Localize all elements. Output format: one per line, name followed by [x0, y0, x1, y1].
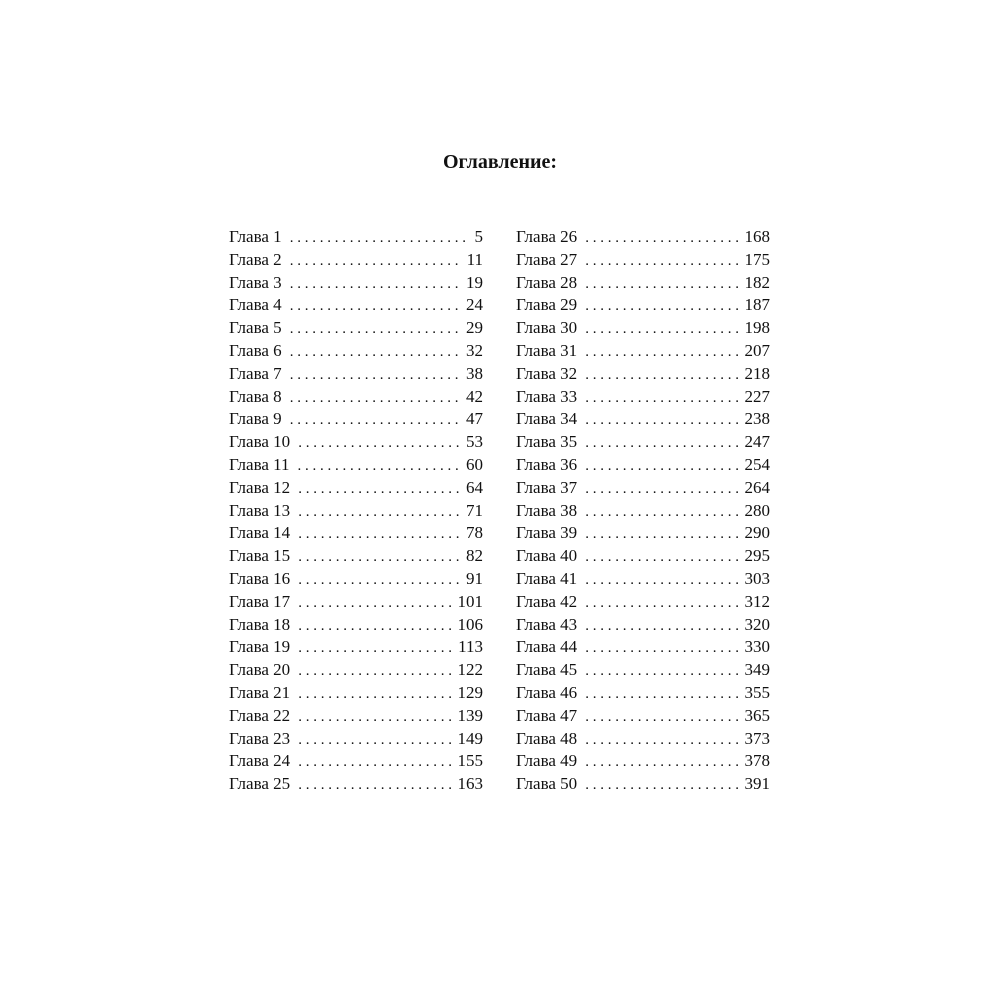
chapter-label: Глава 10: [229, 432, 291, 452]
toc-entry[interactable]: [229, 317, 483, 340]
chapter-label: Глава 26: [516, 227, 578, 246]
toc-entry[interactable]: [229, 591, 483, 614]
dot-leader: [290, 387, 460, 410]
toc-entry[interactable]: [229, 272, 483, 295]
page-number: 71: [466, 500, 483, 520]
dot-leader: [298, 501, 460, 524]
toc-entry[interactable]: [229, 249, 483, 272]
chapter-label: Глава 22: [229, 705, 291, 725]
dot-leader: [290, 250, 461, 273]
toc-entry[interactable]: [516, 728, 770, 751]
dot-leader: [298, 683, 451, 706]
page-number: 5: [474, 227, 483, 246]
dot-leader: [298, 637, 452, 660]
page-number: 264: [744, 477, 770, 497]
page-number: 19: [466, 272, 483, 292]
chapter-label: Глава 40: [516, 546, 578, 566]
chapter-label: Глава 29: [516, 295, 578, 315]
chapter-label: Глава 49: [516, 751, 578, 771]
page-number: 295: [744, 546, 770, 566]
page-number: 47: [466, 409, 483, 429]
chapter-label: Глава 44: [516, 637, 578, 657]
chapter-label: Глава 3: [229, 272, 282, 292]
page-number: 38: [466, 363, 483, 383]
dot-leader: [290, 227, 469, 250]
toc-entry[interactable]: [516, 431, 770, 454]
dot-leader: [585, 409, 738, 432]
page-number: 11: [466, 249, 483, 269]
chapter-label: Глава 46: [516, 682, 578, 702]
dot-leader: [290, 341, 460, 364]
toc-entry[interactable]: [229, 705, 483, 728]
page-number: 280: [744, 500, 770, 520]
page-number: 391: [744, 774, 770, 794]
dot-leader: [290, 295, 460, 318]
toc-entry[interactable]: [229, 728, 483, 751]
dot-leader: [298, 455, 460, 478]
chapter-label: Глава 14: [229, 523, 291, 543]
dot-leader: [585, 227, 738, 250]
chapter-label: Глава 8: [229, 386, 282, 406]
page-number: 187: [744, 295, 770, 315]
page-title: Оглавление:: [442, 151, 558, 173]
page-number: 91: [466, 568, 483, 588]
toc-entry[interactable]: [229, 386, 483, 409]
page-number: 168: [744, 227, 770, 246]
chapter-label: Глава 50: [516, 774, 578, 794]
chapter-label: Глава 19: [229, 637, 291, 657]
dot-leader: [298, 523, 460, 546]
dot-leader: [290, 364, 460, 387]
chapter-label: Глава 28: [516, 272, 578, 292]
chapter-label: Глава 48: [516, 728, 578, 748]
chapter-label: Глава 12: [229, 477, 291, 497]
page-number: 42: [466, 386, 483, 406]
dot-leader: [290, 409, 460, 432]
toc-entry[interactable]: [229, 408, 483, 431]
page-number: 24: [466, 295, 483, 315]
dot-leader: [585, 250, 738, 273]
dot-leader: [298, 729, 451, 752]
page-number: 247: [744, 432, 770, 452]
toc-entry[interactable]: [516, 477, 770, 500]
chapter-label: Глава 30: [516, 318, 578, 338]
dot-leader: [585, 432, 738, 455]
dot-leader: [585, 546, 738, 569]
dot-leader: [298, 478, 460, 501]
chapter-label: Глава 20: [229, 660, 291, 680]
dot-leader: [585, 341, 738, 364]
page-number: 101: [457, 591, 483, 611]
dot-leader: [298, 706, 451, 729]
toc-entry[interactable]: [229, 568, 483, 591]
chapter-label: Глава 34: [516, 409, 578, 429]
dot-leader: [585, 364, 738, 387]
chapter-label: Глава 5: [229, 318, 282, 338]
chapter-label: Глава 11: [229, 454, 290, 474]
chapter-label: Глава 31: [516, 340, 578, 360]
dot-leader: [298, 569, 460, 592]
chapter-label: Глава 16: [229, 568, 291, 588]
chapter-label: Глава 25: [229, 774, 291, 794]
dot-leader: [585, 501, 738, 524]
chapter-label: Глава 15: [229, 546, 291, 566]
dot-leader: [585, 387, 738, 410]
toc-entry[interactable]: [516, 294, 770, 317]
page-number: 122: [457, 660, 483, 680]
chapter-label: Глава 23: [229, 728, 291, 748]
chapter-label: Глава 17: [229, 591, 291, 611]
chapter-label: Глава 42: [516, 591, 578, 611]
chapter-label: Глава 9: [229, 409, 282, 429]
toc-entry[interactable]: [516, 682, 770, 705]
chapter-label: Глава 39: [516, 523, 578, 543]
page-number: 198: [744, 318, 770, 338]
page-number: 106: [457, 614, 483, 634]
chapter-label: Глава 6: [229, 340, 282, 360]
toc-entry[interactable]: [229, 431, 483, 454]
chapter-label: Глава 21: [229, 682, 291, 702]
dot-leader: [298, 546, 460, 569]
chapter-label: Глава 38: [516, 500, 578, 520]
toc-column-left: [229, 226, 483, 796]
dot-leader: [290, 273, 460, 296]
page-number: 113: [458, 637, 483, 657]
page-number: 175: [744, 249, 770, 269]
chapter-label: Глава 18: [229, 614, 291, 634]
page-number: 365: [744, 705, 770, 725]
page-number: 355: [744, 682, 770, 702]
toc-entry[interactable]: [229, 500, 483, 523]
page-number: 155: [457, 751, 483, 771]
chapter-label: Глава 2: [229, 249, 282, 269]
page-number: 290: [744, 523, 770, 543]
toc-entry[interactable]: [229, 750, 483, 773]
dot-leader: [585, 455, 738, 478]
page-number: 207: [744, 340, 770, 360]
dot-leader: [298, 432, 460, 455]
toc-entry[interactable]: [516, 249, 770, 272]
dot-leader: [585, 706, 738, 729]
toc-entry[interactable]: [516, 317, 770, 340]
dot-leader: [585, 729, 738, 752]
toc-entry[interactable]: [516, 591, 770, 614]
chapter-label: Глава 47: [516, 705, 578, 725]
chapter-label: Глава 35: [516, 432, 578, 452]
toc-entry[interactable]: [516, 705, 770, 728]
toc-entry[interactable]: [516, 568, 770, 591]
toc-entry[interactable]: [516, 363, 770, 386]
chapter-label: Глава 43: [516, 614, 578, 634]
dot-leader: [585, 569, 738, 592]
page-number: 32: [466, 340, 483, 360]
dot-leader: [585, 751, 738, 774]
toc-entry[interactable]: [516, 226, 770, 249]
toc-entry[interactable]: [516, 386, 770, 409]
chapter-label: Глава 24: [229, 751, 291, 771]
toc-entry[interactable]: [229, 682, 483, 705]
dot-leader: [585, 637, 738, 660]
toc-entry[interactable]: [229, 454, 483, 477]
toc-entry[interactable]: [229, 226, 483, 249]
toc-entry[interactable]: [229, 477, 483, 500]
toc-entry[interactable]: [229, 340, 483, 363]
page-number: 303: [744, 568, 770, 588]
dot-leader: [298, 615, 451, 638]
toc-entry[interactable]: [229, 363, 483, 386]
chapter-label: Глава 13: [229, 500, 291, 520]
dot-leader: [585, 660, 738, 683]
dot-leader: [298, 774, 451, 797]
page-number: 312: [744, 591, 770, 611]
toc-entry[interactable]: [516, 614, 770, 637]
page-number: 129: [457, 682, 483, 702]
page-number: 320: [744, 614, 770, 634]
toc-entry[interactable]: [516, 522, 770, 545]
dot-leader: [585, 318, 738, 341]
page-number: 238: [744, 409, 770, 429]
toc-entry[interactable]: [516, 454, 770, 477]
dot-leader: [298, 751, 451, 774]
chapter-label: Глава 45: [516, 660, 578, 680]
chapter-label: Глава 36: [516, 454, 578, 474]
toc-entry[interactable]: [516, 773, 770, 796]
page-number: 53: [466, 432, 483, 452]
toc-entry[interactable]: [229, 294, 483, 317]
chapter-label: Глава 41: [516, 568, 578, 588]
toc-entry[interactable]: [229, 636, 483, 659]
page-number: 349: [744, 660, 770, 680]
dot-leader: [298, 592, 451, 615]
toc-entry[interactable]: [516, 340, 770, 363]
chapter-label: Глава 4: [229, 295, 282, 315]
chapter-label: Глава 1: [229, 227, 282, 246]
dot-leader: [585, 683, 738, 706]
dot-leader: [585, 295, 738, 318]
dot-leader: [585, 774, 738, 797]
page-number: 64: [466, 477, 483, 497]
dot-leader: [298, 660, 451, 683]
chapter-label: Глава 37: [516, 477, 578, 497]
page-number: 60: [466, 454, 483, 474]
toc-entry[interactable]: [229, 614, 483, 637]
toc-entry[interactable]: [229, 522, 483, 545]
dot-leader: [290, 318, 460, 341]
toc-entry[interactable]: [516, 659, 770, 682]
dot-leader: [585, 273, 738, 296]
dot-leader: [585, 592, 738, 615]
page-number: 330: [744, 637, 770, 657]
toc-entry[interactable]: [516, 500, 770, 523]
page-number: 29: [466, 318, 483, 338]
toc-entry[interactable]: [229, 659, 483, 682]
toc-column-right: [516, 226, 770, 796]
page-number: 82: [466, 546, 483, 566]
page-number: 218: [744, 363, 770, 383]
page-number: 182: [744, 272, 770, 292]
page-number: 378: [744, 751, 770, 771]
dot-leader: [585, 478, 738, 501]
page-number: 227: [744, 386, 770, 406]
toc-entry[interactable]: [516, 636, 770, 659]
page-number: 78: [466, 523, 483, 543]
toc-entry[interactable]: [516, 750, 770, 773]
chapter-label: Глава 27: [516, 249, 578, 269]
chapter-label: Глава 33: [516, 386, 578, 406]
dot-leader: [585, 615, 738, 638]
toc-entry[interactable]: [516, 272, 770, 295]
chapter-label: Глава 7: [229, 363, 282, 383]
page-number: 149: [457, 728, 483, 748]
dot-leader: [585, 523, 738, 546]
page-number: 373: [744, 728, 770, 748]
page-number: 254: [744, 454, 770, 474]
page-number: 163: [457, 774, 483, 794]
chapter-label: Глава 32: [516, 363, 578, 383]
toc-entry[interactable]: [516, 408, 770, 431]
toc-entry[interactable]: [229, 773, 483, 796]
toc-entry[interactable]: [229, 545, 483, 568]
toc-entry[interactable]: [516, 545, 770, 568]
page-number: 139: [457, 705, 483, 725]
